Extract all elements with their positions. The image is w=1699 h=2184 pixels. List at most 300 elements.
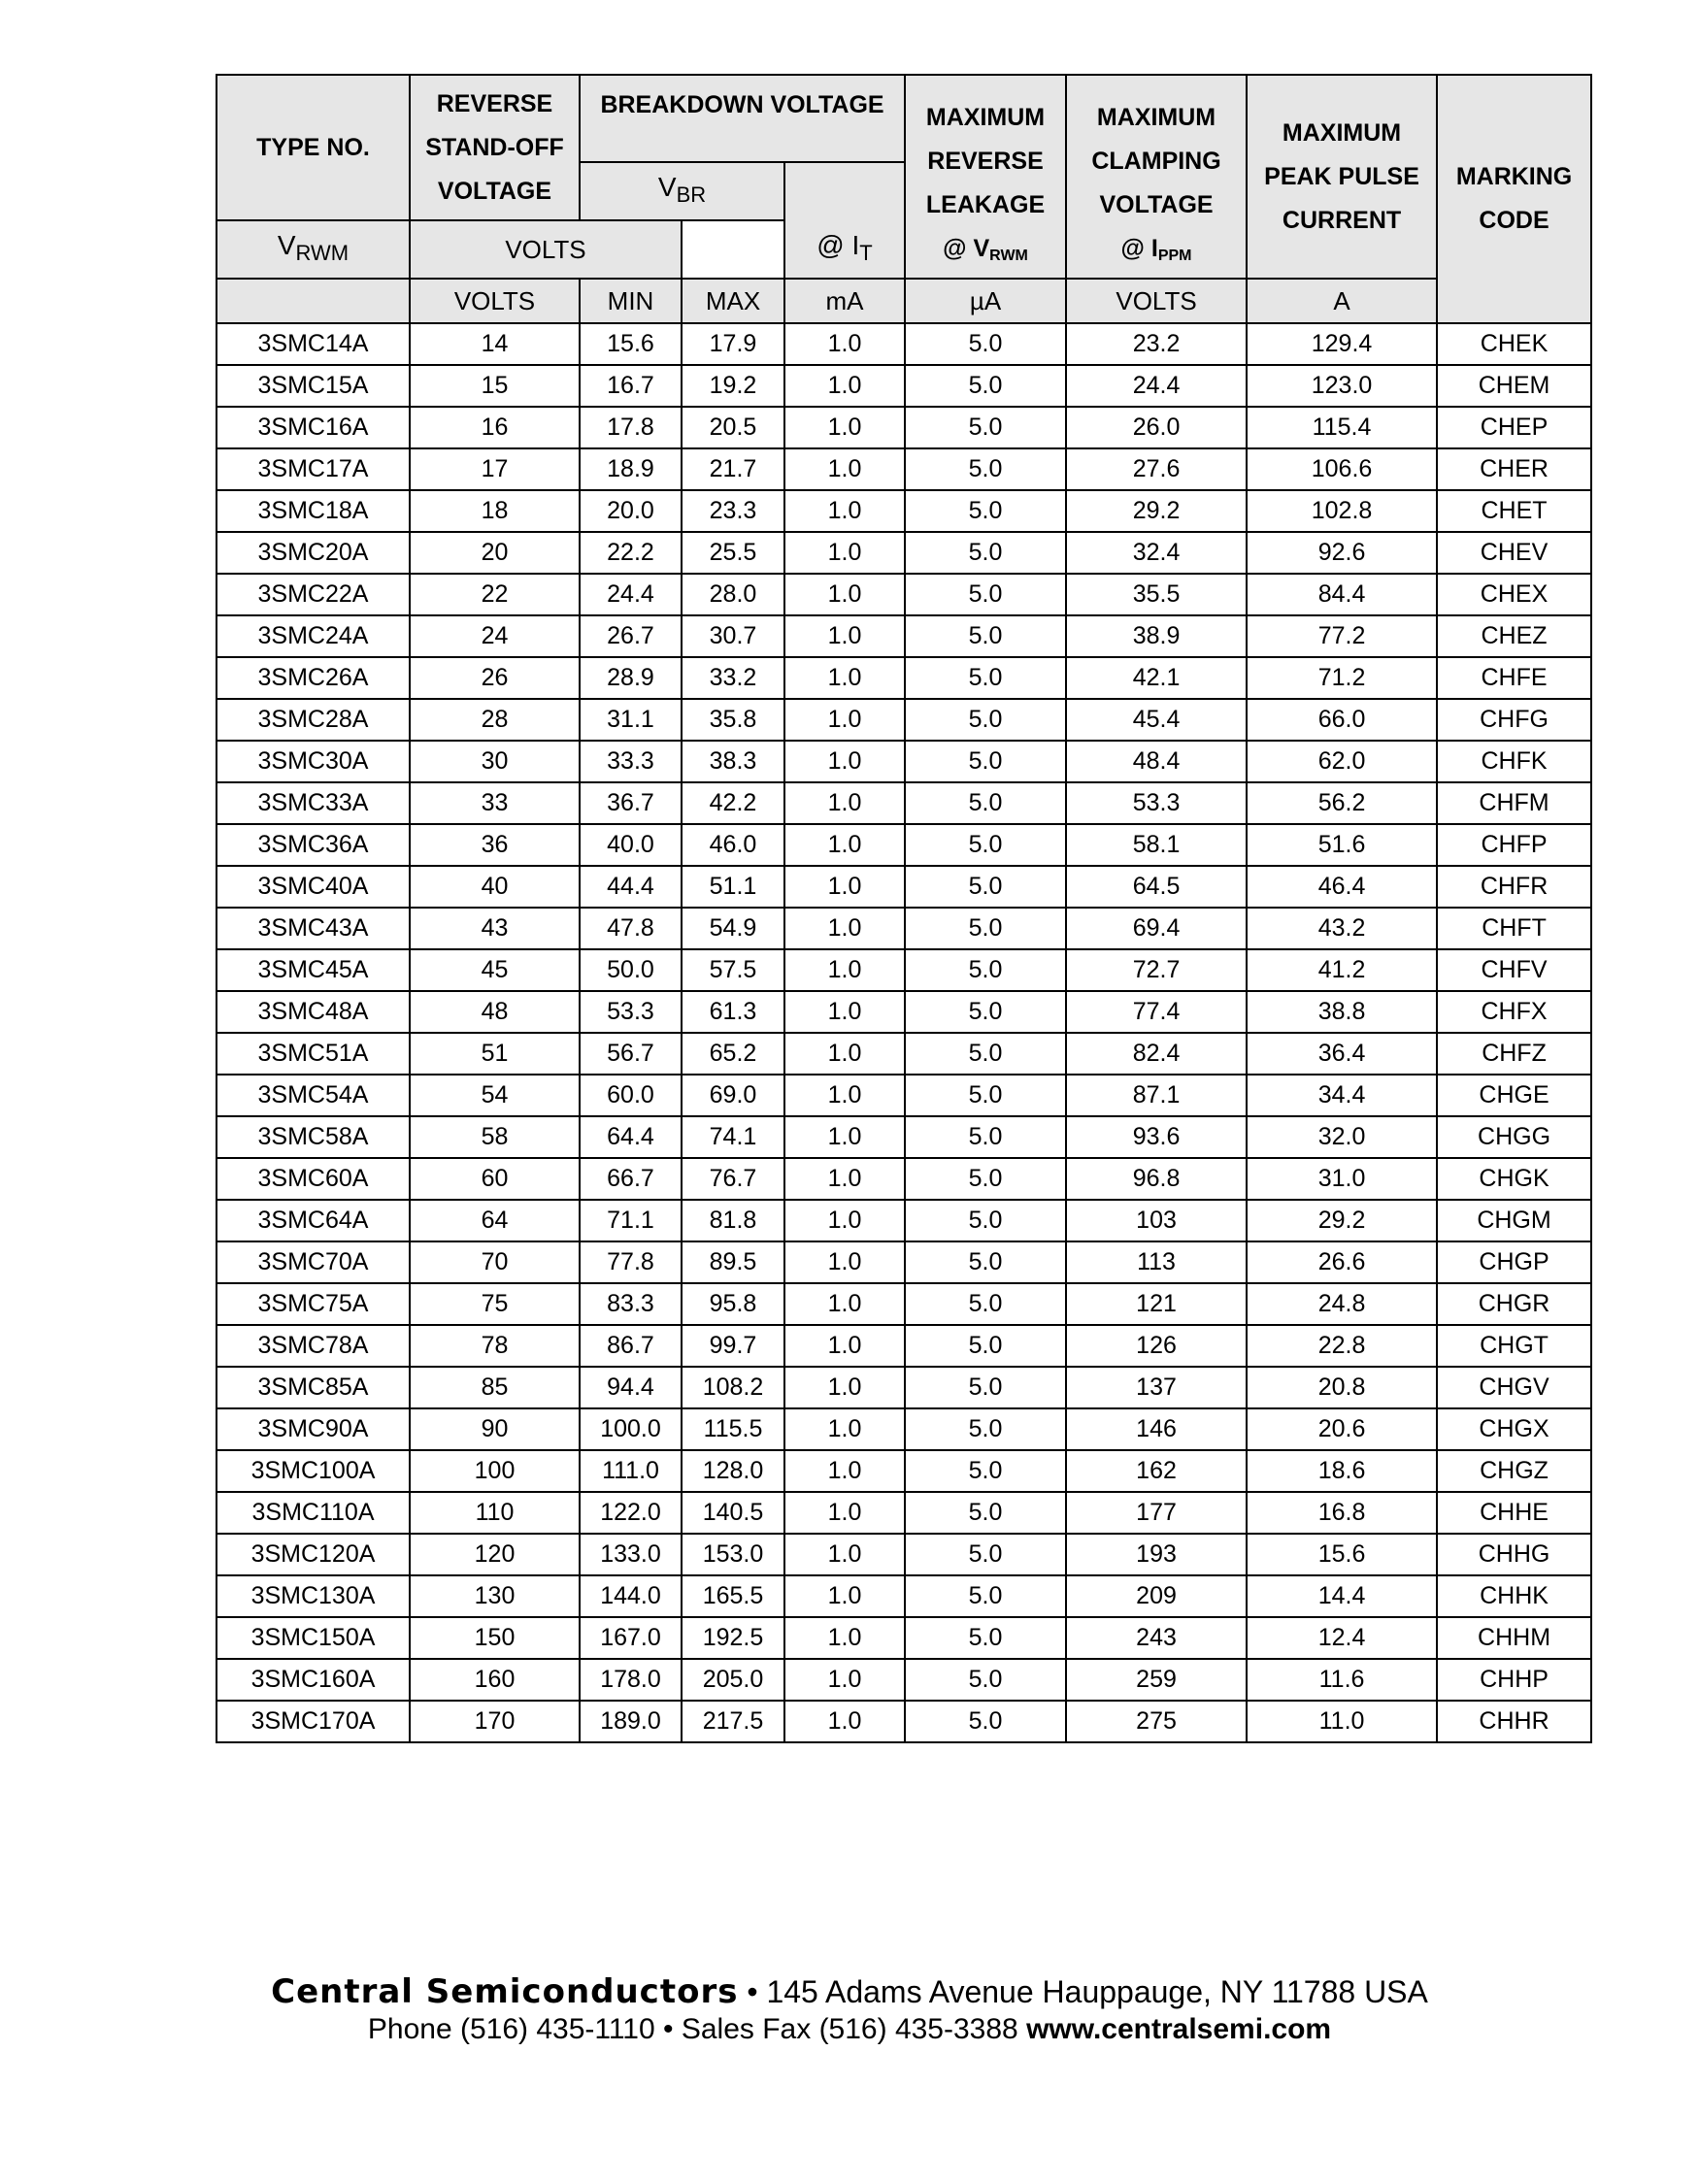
cell-type-no: 3SMC14A (217, 323, 410, 365)
peak-line-2: PEAK PULSE (1264, 162, 1419, 190)
cell-vbr-max: 76.7 (682, 1158, 784, 1200)
cell-vbr-max: 33.2 (682, 657, 784, 699)
cell-marking-code: CHGR (1437, 1283, 1591, 1325)
cell-vc: 64.5 (1066, 866, 1247, 908)
cell-vrwm: 70 (410, 1241, 580, 1283)
cell-vbr-min: 22.2 (580, 532, 682, 574)
cell-type-no: 3SMC160A (217, 1659, 410, 1701)
cell-marking-code: CHFZ (1437, 1033, 1591, 1075)
cell-marking-code: CHET (1437, 490, 1591, 532)
header-voltage-line: VOLTAGE (437, 177, 552, 205)
cell-type-no: 3SMC100A (217, 1450, 410, 1492)
cell-it: 1.0 (784, 323, 905, 365)
cell-ir: 5.0 (905, 490, 1066, 532)
cell-it: 1.0 (784, 1075, 905, 1116)
cell-ippm: 92.6 (1247, 532, 1437, 574)
cell-vc: 96.8 (1066, 1158, 1247, 1200)
marking-line-2: CODE (1479, 207, 1549, 234)
cell-vrwm: 120 (410, 1534, 580, 1575)
cell-vbr-min: 144.0 (580, 1575, 682, 1617)
cell-marking-code: CHEK (1437, 323, 1591, 365)
unit-min: MIN (580, 279, 682, 323)
table-row (217, 1200, 1591, 1241)
cell-vc: 77.4 (1066, 991, 1247, 1033)
unit-max: MAX (682, 279, 784, 323)
cell-vc: 42.1 (1066, 657, 1247, 699)
cell-vbr-max: 115.5 (682, 1408, 784, 1450)
unit-amps: A (1247, 279, 1437, 323)
cell-ir: 5.0 (905, 1492, 1066, 1534)
cell-vc: 243 (1066, 1617, 1247, 1659)
cell-marking-code: CHGP (1437, 1241, 1591, 1283)
table-row (217, 1492, 1591, 1534)
table-body (217, 323, 1591, 1742)
cell-it: 1.0 (784, 908, 905, 949)
cell-it: 1.0 (784, 1033, 905, 1075)
cell-vc: 121 (1066, 1283, 1247, 1325)
cell-vbr-min: 178.0 (580, 1659, 682, 1701)
header-type-no: TYPE NO. (217, 75, 410, 220)
cell-vc: 45.4 (1066, 699, 1247, 741)
leakage-at-vrwm: @ $V_{RWM}$ (943, 235, 1028, 264)
clamping-line-2: CLAMPING (1091, 148, 1221, 175)
cell-marking-code: CHER (1437, 448, 1591, 490)
table-row (217, 1158, 1591, 1200)
cell-vbr-min: 56.7 (580, 1033, 682, 1075)
cell-it: 1.0 (784, 1450, 905, 1492)
cell-ippm: 22.8 (1247, 1325, 1437, 1367)
header-vrwm-symbol: $V_{RWM}$ (217, 220, 410, 279)
table-row (217, 741, 1591, 782)
cell-it: 1.0 (784, 1408, 905, 1450)
cell-vbr-min: 26.7 (580, 615, 682, 657)
table-row (217, 407, 1591, 448)
cell-vc: 69.4 (1066, 908, 1247, 949)
cell-ir: 5.0 (905, 1075, 1066, 1116)
cell-it: 1.0 (784, 1325, 905, 1367)
cell-ir: 5.0 (905, 1534, 1066, 1575)
cell-it: 1.0 (784, 782, 905, 824)
cell-vbr-max: 65.2 (682, 1033, 784, 1075)
leakage-line-2: REVERSE (927, 148, 1044, 175)
cell-it: 1.0 (784, 1575, 905, 1617)
cell-type-no: 3SMC70A (217, 1241, 410, 1283)
cell-type-no: 3SMC22A (217, 574, 410, 615)
cell-vbr-max: 99.7 (682, 1325, 784, 1367)
cell-vrwm: 43 (410, 908, 580, 949)
cell-vbr-min: 44.4 (580, 866, 682, 908)
table-row (217, 448, 1591, 490)
cell-ippm: 34.4 (1247, 1075, 1437, 1116)
footer-address-line (0, 1972, 1699, 2011)
cell-ippm: 14.4 (1247, 1575, 1437, 1617)
cell-type-no: 3SMC20A (217, 532, 410, 574)
cell-it: 1.0 (784, 365, 905, 407)
cell-it: 1.0 (784, 1158, 905, 1200)
cell-ippm: 43.2 (1247, 908, 1437, 949)
cell-vrwm: 100 (410, 1450, 580, 1492)
cell-vc: 26.0 (1066, 407, 1247, 448)
clamping-line-1: MAXIMUM (1096, 104, 1216, 131)
cell-vbr-min: 15.6 (580, 323, 682, 365)
cell-vc: 193 (1066, 1534, 1247, 1575)
cell-vrwm: 15 (410, 365, 580, 407)
unit-volts-vrwm: VOLTS (410, 279, 580, 323)
cell-type-no: 3SMC85A (217, 1367, 410, 1408)
cell-type-no: 3SMC78A (217, 1325, 410, 1367)
cell-ir: 5.0 (905, 1033, 1066, 1075)
cell-ir: 5.0 (905, 1659, 1066, 1701)
cell-vrwm: 60 (410, 1158, 580, 1200)
cell-vbr-min: 111.0 (580, 1450, 682, 1492)
cell-vbr-max: 25.5 (682, 532, 784, 574)
cell-vbr-min: 60.0 (580, 1075, 682, 1116)
cell-type-no: 3SMC15A (217, 365, 410, 407)
cell-it: 1.0 (784, 407, 905, 448)
cell-ippm: 24.8 (1247, 1283, 1437, 1325)
cell-vbr-min: 71.1 (580, 1200, 682, 1241)
cell-vbr-min: 100.0 (580, 1408, 682, 1450)
cell-vc: 32.4 (1066, 532, 1247, 574)
cell-it: 1.0 (784, 1367, 905, 1408)
cell-vbr-max: 28.0 (682, 574, 784, 615)
cell-vbr-max: 217.5 (682, 1701, 784, 1742)
table-header (217, 75, 1591, 323)
cell-vbr-max: 21.7 (682, 448, 784, 490)
cell-ir: 5.0 (905, 323, 1066, 365)
cell-ippm: 36.4 (1247, 1033, 1437, 1075)
company-address: • 145 Adams Avenue Hauppauge, NY 11788 USA (747, 1974, 1428, 2009)
cell-vbr-min: 189.0 (580, 1701, 682, 1742)
cell-vbr-max: 74.1 (682, 1116, 784, 1158)
cell-vbr-max: 46.0 (682, 824, 784, 866)
cell-marking-code: CHHR (1437, 1701, 1591, 1742)
marking-line-1: MARKING (1455, 163, 1573, 190)
table-row (217, 1617, 1591, 1659)
cell-ippm: 18.6 (1247, 1450, 1437, 1492)
table-row (217, 1283, 1591, 1325)
cell-marking-code: CHFP (1437, 824, 1591, 866)
cell-vrwm: 24 (410, 615, 580, 657)
header-at-it: @ $I_T$ (784, 162, 905, 279)
table-row (217, 824, 1591, 866)
cell-ir: 5.0 (905, 908, 1066, 949)
table-row (217, 1534, 1591, 1575)
cell-vbr-min: 64.4 (580, 1116, 682, 1158)
cell-type-no: 3SMC16A (217, 407, 410, 448)
cell-ippm: 123.0 (1247, 365, 1437, 407)
cell-marking-code: CHGK (1437, 1158, 1591, 1200)
cell-vbr-min: 83.3 (580, 1283, 682, 1325)
cell-it: 1.0 (784, 1701, 905, 1742)
cell-ippm: 38.8 (1247, 991, 1437, 1033)
cell-type-no: 3SMC150A (217, 1617, 410, 1659)
cell-vbr-min: 167.0 (580, 1617, 682, 1659)
header-max-reverse-leakage (905, 75, 1066, 279)
cell-ippm: 77.2 (1247, 615, 1437, 657)
cell-vc: 162 (1066, 1450, 1247, 1492)
cell-ir: 5.0 (905, 1701, 1066, 1742)
cell-it: 1.0 (784, 949, 905, 991)
cell-ippm: 41.2 (1247, 949, 1437, 991)
table-row (217, 657, 1591, 699)
cell-vrwm: 75 (410, 1283, 580, 1325)
cell-vrwm: 16 (410, 407, 580, 448)
cell-type-no: 3SMC18A (217, 490, 410, 532)
cell-vbr-min: 40.0 (580, 824, 682, 866)
spec-table (216, 74, 1592, 1743)
table-row (217, 782, 1591, 824)
cell-it: 1.0 (784, 448, 905, 490)
cell-marking-code: CHGZ (1437, 1450, 1591, 1492)
cell-ir: 5.0 (905, 782, 1066, 824)
cell-vbr-max: 23.3 (682, 490, 784, 532)
cell-vc: 275 (1066, 1701, 1247, 1742)
cell-ippm: 32.0 (1247, 1116, 1437, 1158)
cell-type-no: 3SMC40A (217, 866, 410, 908)
cell-type-no: 3SMC26A (217, 657, 410, 699)
leakage-line-3: LEAKAGE (925, 191, 1046, 218)
cell-vbr-max: 57.5 (682, 949, 784, 991)
header-max-clamping-voltage (1066, 75, 1247, 279)
cell-vbr-min: 47.8 (580, 908, 682, 949)
clamping-line-3: VOLTAGE (1099, 191, 1214, 218)
cell-vbr-min: 16.7 (580, 365, 682, 407)
cell-vc: 82.4 (1066, 1033, 1247, 1075)
cell-vrwm: 48 (410, 991, 580, 1033)
cell-vc: 72.7 (1066, 949, 1247, 991)
cell-ir: 5.0 (905, 866, 1066, 908)
cell-vbr-max: 17.9 (682, 323, 784, 365)
company-website: www.centralsemi.com (1026, 2013, 1332, 2045)
cell-marking-code: CHFT (1437, 908, 1591, 949)
table-row (217, 490, 1591, 532)
cell-ippm: 20.8 (1247, 1367, 1437, 1408)
cell-ippm: 11.6 (1247, 1659, 1437, 1701)
cell-vbr-max: 30.7 (682, 615, 784, 657)
cell-ir: 5.0 (905, 1408, 1066, 1450)
cell-type-no: 3SMC28A (217, 699, 410, 741)
cell-vbr-min: 31.1 (580, 699, 682, 741)
cell-vc: 24.4 (1066, 365, 1247, 407)
cell-vbr-max: 42.2 (682, 782, 784, 824)
cell-ippm: 115.4 (1247, 407, 1437, 448)
cell-vrwm: 85 (410, 1367, 580, 1408)
cell-vc: 23.2 (1066, 323, 1247, 365)
cell-marking-code: CHEP (1437, 407, 1591, 448)
cell-type-no: 3SMC120A (217, 1534, 410, 1575)
cell-vc: 35.5 (1066, 574, 1247, 615)
cell-ippm: 26.6 (1247, 1241, 1437, 1283)
cell-ir: 5.0 (905, 1200, 1066, 1241)
cell-type-no: 3SMC110A (217, 1492, 410, 1534)
footer-contact-line (0, 2013, 1699, 2046)
peak-line-1: MAXIMUM (1282, 118, 1402, 147)
cell-vrwm: 51 (410, 1033, 580, 1075)
cell-ir: 5.0 (905, 1158, 1066, 1200)
cell-ippm: 29.2 (1247, 1200, 1437, 1241)
cell-marking-code: CHEV (1437, 532, 1591, 574)
cell-marking-code: CHGV (1437, 1367, 1591, 1408)
cell-vrwm: 45 (410, 949, 580, 991)
cell-type-no: 3SMC43A (217, 908, 410, 949)
cell-marking-code: CHEM (1437, 365, 1591, 407)
cell-ippm: 129.4 (1247, 323, 1437, 365)
cell-marking-code: CHFX (1437, 991, 1591, 1033)
cell-ir: 5.0 (905, 532, 1066, 574)
cell-marking-code: CHHP (1437, 1659, 1591, 1701)
cell-ippm: 51.6 (1247, 824, 1437, 866)
cell-it: 1.0 (784, 490, 905, 532)
table-row (217, 1116, 1591, 1158)
cell-ippm: 31.0 (1247, 1158, 1437, 1200)
cell-ir: 5.0 (905, 1617, 1066, 1659)
cell-ir: 5.0 (905, 615, 1066, 657)
cell-marking-code: CHFM (1437, 782, 1591, 824)
cell-vbr-max: 19.2 (682, 365, 784, 407)
cell-type-no: 3SMC54A (217, 1075, 410, 1116)
table-row (217, 908, 1591, 949)
header-marking-code (1437, 75, 1591, 323)
cell-it: 1.0 (784, 1283, 905, 1325)
table-row (217, 949, 1591, 991)
table-row (217, 1367, 1591, 1408)
cell-vc: 259 (1066, 1659, 1247, 1701)
cell-vrwm: 54 (410, 1075, 580, 1116)
cell-marking-code: CHGX (1437, 1408, 1591, 1450)
cell-vbr-max: 69.0 (682, 1075, 784, 1116)
cell-it: 1.0 (784, 741, 905, 782)
cell-vc: 29.2 (1066, 490, 1247, 532)
cell-vc: 177 (1066, 1492, 1247, 1534)
cell-vbr-max: 51.1 (682, 866, 784, 908)
cell-vrwm: 160 (410, 1659, 580, 1701)
table-row (217, 1450, 1591, 1492)
cell-ir: 5.0 (905, 1283, 1066, 1325)
table-row (217, 574, 1591, 615)
cell-vrwm: 170 (410, 1701, 580, 1742)
cell-vbr-min: 77.8 (580, 1241, 682, 1283)
cell-vrwm: 150 (410, 1617, 580, 1659)
cell-it: 1.0 (784, 657, 905, 699)
cell-ir: 5.0 (905, 991, 1066, 1033)
cell-ippm: 46.4 (1247, 866, 1437, 908)
cell-vrwm: 40 (410, 866, 580, 908)
cell-vrwm: 130 (410, 1575, 580, 1617)
cell-vbr-max: 165.5 (682, 1575, 784, 1617)
cell-marking-code: CHGG (1437, 1116, 1591, 1158)
table-row (217, 615, 1591, 657)
table-row (217, 365, 1591, 407)
cell-it: 1.0 (784, 574, 905, 615)
leakage-line-1: MAXIMUM (925, 104, 1046, 131)
cell-vrwm: 78 (410, 1325, 580, 1367)
cell-vrwm: 17 (410, 448, 580, 490)
cell-it: 1.0 (784, 1200, 905, 1241)
cell-type-no: 3SMC58A (217, 1116, 410, 1158)
cell-marking-code: CHHK (1437, 1575, 1591, 1617)
table-row (217, 699, 1591, 741)
cell-marking-code: CHFE (1437, 657, 1591, 699)
cell-ippm: 15.6 (1247, 1534, 1437, 1575)
cell-vc: 58.1 (1066, 824, 1247, 866)
cell-type-no: 3SMC33A (217, 782, 410, 824)
cell-ippm: 84.4 (1247, 574, 1437, 615)
cell-vbr-max: 61.3 (682, 991, 784, 1033)
cell-vc: 113 (1066, 1241, 1247, 1283)
cell-marking-code: CHHE (1437, 1492, 1591, 1534)
cell-type-no: 3SMC170A (217, 1701, 410, 1742)
cell-ippm: 16.8 (1247, 1492, 1437, 1534)
cell-it: 1.0 (784, 532, 905, 574)
company-phone-fax: Phone (516) 435-1110 • Sales Fax (516) 435-3388 (367, 2013, 1018, 2045)
table-row (217, 1575, 1591, 1617)
table-row (217, 1701, 1591, 1742)
cell-it: 1.0 (784, 1492, 905, 1534)
cell-vrwm: 30 (410, 741, 580, 782)
clamping-at-ippm: @ $I_{PPM}$ (1120, 235, 1192, 264)
cell-vc: 27.6 (1066, 448, 1247, 490)
cell-ippm: 62.0 (1247, 741, 1437, 782)
cell-ippm: 20.6 (1247, 1408, 1437, 1450)
cell-it: 1.0 (784, 824, 905, 866)
cell-vbr-max: 153.0 (682, 1534, 784, 1575)
cell-vbr-min: 24.4 (580, 574, 682, 615)
cell-vrwm: 14 (410, 323, 580, 365)
cell-type-no: 3SMC48A (217, 991, 410, 1033)
cell-vbr-max: 108.2 (682, 1367, 784, 1408)
table-row (217, 1659, 1591, 1701)
cell-type-no: 3SMC45A (217, 949, 410, 991)
table-row (217, 1408, 1591, 1450)
cell-vbr-max: 95.8 (682, 1283, 784, 1325)
cell-ir: 5.0 (905, 1241, 1066, 1283)
cell-vbr-min: 133.0 (580, 1534, 682, 1575)
cell-it: 1.0 (784, 615, 905, 657)
cell-vbr-min: 20.0 (580, 490, 682, 532)
cell-ir: 5.0 (905, 824, 1066, 866)
cell-type-no: 3SMC36A (217, 824, 410, 866)
cell-marking-code: CHEZ (1437, 615, 1591, 657)
cell-marking-code: CHGT (1437, 1325, 1591, 1367)
cell-vc: 103 (1066, 1200, 1247, 1241)
cell-ir: 5.0 (905, 1575, 1066, 1617)
cell-ippm: 11.0 (1247, 1701, 1437, 1742)
cell-vbr-max: 128.0 (682, 1450, 784, 1492)
cell-vbr-min: 53.3 (580, 991, 682, 1033)
cell-ippm: 56.2 (1247, 782, 1437, 824)
table-row (217, 866, 1591, 908)
unit-ua: µA (905, 279, 1066, 323)
cell-vbr-min: 36.7 (580, 782, 682, 824)
cell-marking-code: CHFV (1437, 949, 1591, 991)
cell-it: 1.0 (784, 866, 905, 908)
cell-vbr-min: 18.9 (580, 448, 682, 490)
table-row (217, 1033, 1591, 1075)
cell-marking-code: CHHG (1437, 1534, 1591, 1575)
cell-vrwm: 18 (410, 490, 580, 532)
cell-ippm: 106.6 (1247, 448, 1437, 490)
header-vbr: $V_{BR}$ (580, 162, 784, 220)
cell-ir: 5.0 (905, 1367, 1066, 1408)
cell-it: 1.0 (784, 1617, 905, 1659)
header-reverse-line: REVERSE (436, 89, 553, 117)
cell-vbr-max: 205.0 (682, 1659, 784, 1701)
cell-vbr-min: 66.7 (580, 1158, 682, 1200)
cell-vbr-min: 86.7 (580, 1325, 682, 1367)
cell-ir: 5.0 (905, 407, 1066, 448)
cell-marking-code: CHGE (1437, 1075, 1591, 1116)
